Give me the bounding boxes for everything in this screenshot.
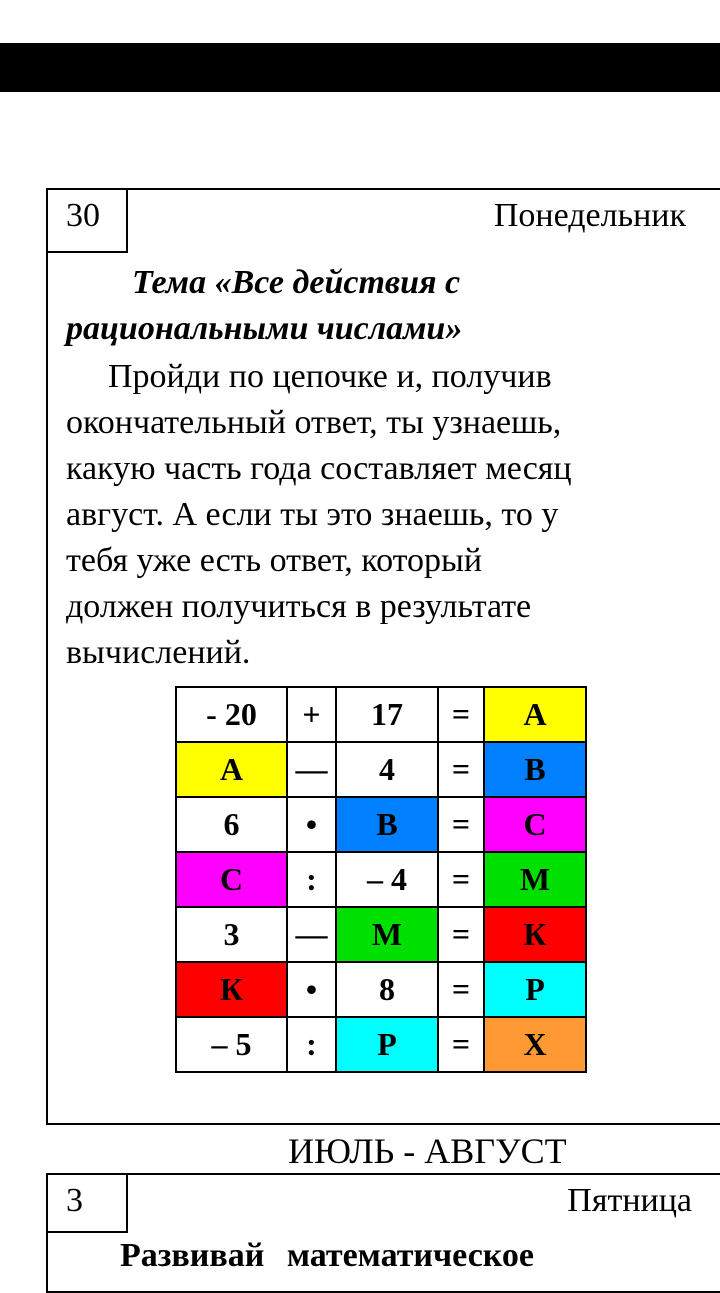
table-cell: = bbox=[438, 797, 484, 852]
table-cell: = bbox=[438, 687, 484, 742]
table-row bbox=[176, 907, 586, 962]
task-line: окончательный ответ, ты узнаешь, bbox=[66, 404, 562, 441]
table-cell: • bbox=[287, 962, 336, 1017]
task-text bbox=[66, 354, 706, 676]
table-cell: + bbox=[287, 687, 336, 742]
table-cell: — bbox=[287, 907, 336, 962]
table-cell: 8 bbox=[336, 962, 438, 1017]
table-cell: = bbox=[438, 742, 484, 797]
table-cell: С bbox=[176, 852, 287, 907]
table-cell: : bbox=[287, 852, 336, 907]
table-cell: = bbox=[438, 1017, 484, 1072]
day-card-30 bbox=[46, 188, 720, 1125]
table-cell: = bbox=[438, 907, 484, 962]
table-row bbox=[176, 1017, 586, 1072]
task-line: Пройди по цепочке и, получив bbox=[108, 358, 552, 395]
table-cell: - 20 bbox=[176, 687, 287, 742]
table-cell: С bbox=[484, 797, 586, 852]
table-cell: • bbox=[287, 797, 336, 852]
day-number: 3 bbox=[46, 1173, 128, 1233]
table-cell: = bbox=[438, 852, 484, 907]
day-name: Понедельник bbox=[493, 197, 686, 234]
table-cell: : bbox=[287, 1017, 336, 1072]
table-cell: 3 bbox=[176, 907, 287, 962]
table-cell: – 4 bbox=[336, 852, 438, 907]
task-line: тебя уже есть ответ, который bbox=[66, 542, 483, 579]
calculation-chain-table bbox=[175, 686, 587, 1073]
table-cell: — bbox=[287, 742, 336, 797]
table-cell: К bbox=[484, 907, 586, 962]
top-black-bar bbox=[0, 43, 720, 92]
table-cell: Х bbox=[484, 1017, 586, 1072]
table-row bbox=[176, 742, 586, 797]
table-cell: – 5 bbox=[176, 1017, 287, 1072]
month-heading: ИЮЛЬ - АВГУСТ bbox=[288, 1131, 567, 1171]
day-card-3 bbox=[46, 1173, 720, 1293]
task-line: август. А если ты это знаешь, то у bbox=[66, 496, 559, 533]
table-row bbox=[176, 687, 586, 742]
table-cell: Р bbox=[484, 962, 586, 1017]
table-cell: В bbox=[484, 742, 586, 797]
table-cell: 17 bbox=[336, 687, 438, 742]
table-cell: М bbox=[484, 852, 586, 907]
day-number: 30 bbox=[46, 188, 128, 253]
table-cell: 6 bbox=[176, 797, 287, 852]
table-cell: = bbox=[438, 962, 484, 1017]
task-line: какую часть года составляет месяц bbox=[66, 450, 572, 487]
task-line: вычислений. bbox=[66, 634, 251, 671]
table-cell: А bbox=[484, 687, 586, 742]
table-row bbox=[176, 962, 586, 1017]
topic-title: Развивай математическое bbox=[120, 1237, 535, 1274]
table-cell: 4 bbox=[336, 742, 438, 797]
topic-line: Тема «Все действия с bbox=[132, 264, 461, 301]
table-row bbox=[176, 852, 586, 907]
topic-line: рациональными числами» bbox=[66, 310, 463, 347]
table-cell: М bbox=[336, 907, 438, 962]
topic-title bbox=[66, 260, 706, 352]
table-cell: В bbox=[336, 797, 438, 852]
table-cell: Р bbox=[336, 1017, 438, 1072]
task-line: должен получиться в результате bbox=[66, 588, 532, 625]
day-name: Пятница bbox=[567, 1182, 692, 1219]
table-cell: А bbox=[176, 742, 287, 797]
table-row bbox=[176, 797, 586, 852]
table-cell: К bbox=[176, 962, 287, 1017]
